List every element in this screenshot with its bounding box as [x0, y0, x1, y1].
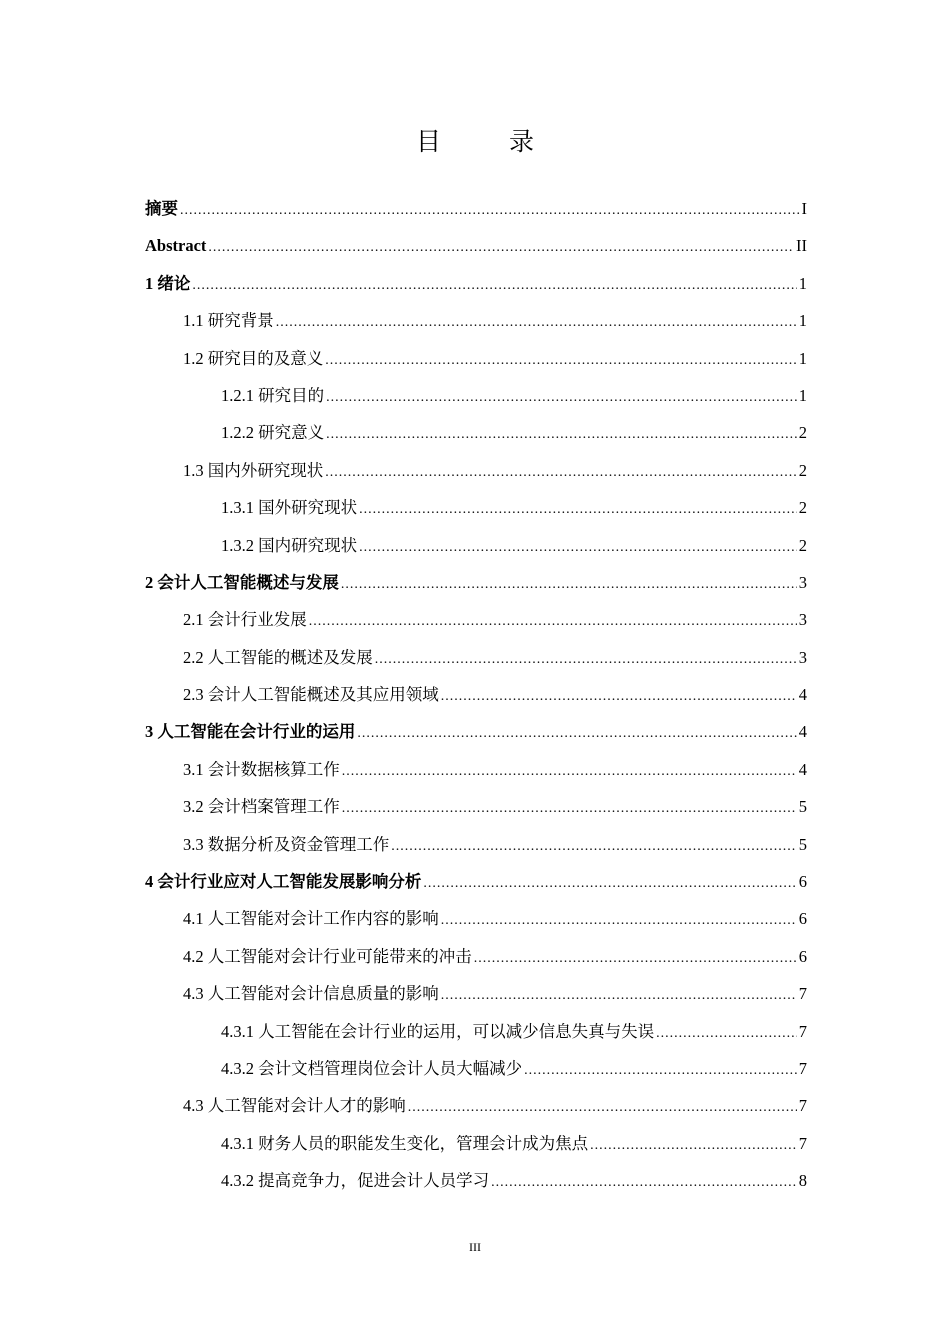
toc-entry-label: 1.2.1 研究目的 — [221, 385, 325, 405]
toc-entry[interactable] — [145, 233, 807, 270]
toc-entry-label: 2.2 人工智能的概述及发展 — [183, 647, 373, 667]
toc-entry-page: 7 — [798, 1021, 807, 1041]
toc-entry[interactable] — [145, 906, 807, 943]
toc-entry-page: 6 — [798, 909, 807, 929]
dot-leader — [326, 422, 797, 448]
toc-entry-label: 1.3.2 国内研究现状 — [221, 535, 358, 555]
toc-entry[interactable] — [145, 308, 807, 345]
toc-entry-page: 4 — [798, 685, 807, 705]
dot-leader — [359, 535, 797, 561]
dot-leader — [359, 497, 797, 523]
dot-leader — [375, 647, 797, 673]
toc-entry[interactable] — [145, 832, 807, 869]
dot-leader — [325, 460, 797, 486]
toc-entry-page: 7 — [798, 1133, 807, 1153]
toc-entry-label: 4 会计行业应对人工智能发展影响分析 — [145, 872, 422, 892]
dot-leader — [276, 310, 797, 336]
toc-entry-page: I — [801, 199, 807, 218]
toc-entry-label: 2.3 会计人工智能概述及其应用领域 — [183, 685, 439, 705]
dot-leader — [342, 759, 797, 785]
toc-entry-label: 3.3 数据分析及资金管理工作 — [183, 834, 390, 854]
toc-entry[interactable] — [145, 420, 807, 457]
dot-leader — [408, 1095, 797, 1121]
toc-entry[interactable] — [145, 1019, 807, 1056]
toc-entry-label: 1.1 研究背景 — [183, 311, 274, 331]
toc-entry[interactable] — [145, 271, 807, 308]
toc-entry[interactable] — [145, 383, 807, 420]
toc-entry-page: 1 — [798, 273, 807, 293]
toc-entry-page: 2 — [798, 535, 807, 555]
toc-entry-label: 2 会计人工智能概述与发展 — [145, 572, 339, 592]
toc-entry-page: 3 — [798, 572, 807, 592]
toc-entry-page: 2 — [798, 498, 807, 518]
toc-entry-label: 4.3.1 财务人员的职能发生变化，管理会计成为焦点 — [221, 1133, 589, 1153]
dot-leader — [474, 946, 797, 972]
dot-leader — [208, 235, 794, 261]
toc-entry-label: 1.3 国内外研究现状 — [183, 460, 324, 480]
toc-entry-page: 1 — [798, 311, 807, 331]
dot-leader — [342, 796, 797, 822]
dot-leader — [391, 834, 797, 860]
toc-entry-page: 2 — [798, 460, 807, 480]
toc-entry-page: 7 — [798, 984, 807, 1004]
toc-entry[interactable] — [145, 869, 807, 906]
toc-entry-label: 1.3.1 国外研究现状 — [221, 498, 358, 518]
toc-entry[interactable] — [145, 1056, 807, 1093]
toc-entry[interactable] — [145, 533, 807, 570]
page-title: 目 录 — [416, 127, 564, 156]
toc-entry-label: 摘要 — [145, 199, 178, 218]
toc-entry-page: 6 — [798, 946, 807, 966]
toc-entry-page: 8 — [798, 1171, 807, 1191]
toc-entry-label: 4.3 人工智能对会计人才的影响 — [183, 1096, 406, 1116]
toc-entry-page: 1 — [798, 385, 807, 405]
toc-entry-label: 1.2 研究目的及意义 — [183, 348, 324, 368]
page-number: III — [469, 1240, 481, 1254]
toc-entry-page: 7 — [798, 1096, 807, 1116]
toc-entry[interactable] — [145, 645, 807, 682]
toc-entry-label: 4.2 人工智能对会计行业可能带来的冲击 — [183, 946, 472, 966]
dot-leader — [524, 1058, 797, 1084]
dot-leader — [441, 908, 797, 934]
toc-entry-page: 4 — [798, 722, 807, 742]
toc-entry-label: 1.2.2 研究意义 — [221, 423, 325, 443]
dot-leader — [192, 273, 796, 299]
table-of-contents — [145, 196, 807, 1206]
toc-entry[interactable] — [145, 607, 807, 644]
toc-entry-page: 2 — [798, 423, 807, 443]
dot-leader — [656, 1021, 797, 1047]
dot-leader — [180, 198, 800, 224]
dot-leader — [441, 684, 797, 710]
dot-leader — [309, 609, 797, 635]
toc-entry[interactable] — [145, 719, 807, 756]
toc-entry[interactable] — [145, 757, 807, 794]
toc-entry-page: II — [796, 236, 807, 256]
toc-entry-label: 4.3.2 提高竞争力，促进会计人员学习 — [221, 1171, 490, 1191]
toc-entry[interactable] — [145, 682, 807, 719]
toc-entry[interactable] — [145, 458, 807, 495]
toc-entry-label: 4.3.1 人工智能在会计行业的运用，可以减少信息失真与失误 — [221, 1021, 655, 1041]
dot-leader — [341, 572, 797, 598]
toc-entry-page: 3 — [798, 610, 807, 630]
toc-entry-page: 5 — [798, 834, 807, 854]
dot-leader — [441, 983, 797, 1009]
toc-entry-page: 4 — [798, 759, 807, 779]
toc-entry[interactable] — [145, 346, 807, 383]
toc-entry[interactable] — [145, 1093, 807, 1130]
toc-entry-page: 1 — [798, 348, 807, 368]
toc-entry[interactable] — [145, 794, 807, 831]
dot-leader — [590, 1133, 797, 1159]
toc-entry[interactable] — [145, 495, 807, 532]
dot-leader — [423, 871, 796, 897]
toc-entry[interactable] — [145, 1131, 807, 1168]
toc-entry[interactable] — [145, 570, 807, 607]
toc-entry-label: 4.3.2 会计文档管理岗位会计人员大幅减少 — [221, 1058, 523, 1078]
toc-entry-label: 4.3 人工智能对会计信息质量的影响 — [183, 984, 439, 1004]
toc-entry-label: 4.1 人工智能对会计工作内容的影响 — [183, 909, 439, 929]
toc-entry[interactable] — [145, 944, 807, 981]
dot-leader — [325, 348, 797, 374]
toc-entry-page: 5 — [798, 797, 807, 817]
toc-entry-label: 3 人工智能在会计行业的运用 — [145, 722, 356, 742]
toc-entry-label: 2.1 会计行业发展 — [183, 610, 307, 630]
dot-leader — [326, 385, 797, 411]
toc-entry-label: 3.1 会计数据核算工作 — [183, 759, 340, 779]
toc-entry[interactable] — [145, 1168, 807, 1205]
dot-leader — [491, 1170, 797, 1196]
toc-entry-label: 1 绪论 — [145, 273, 191, 293]
toc-entry[interactable] — [145, 981, 807, 1018]
dot-leader — [357, 721, 796, 747]
toc-entry-label: 3.2 会计档案管理工作 — [183, 797, 340, 817]
toc-entry-page: 7 — [798, 1058, 807, 1078]
toc-entry-page: 3 — [798, 647, 807, 667]
toc-entry-label: Abstract — [145, 236, 207, 256]
toc-entry-page: 6 — [798, 872, 807, 892]
toc-entry[interactable] — [145, 196, 807, 233]
